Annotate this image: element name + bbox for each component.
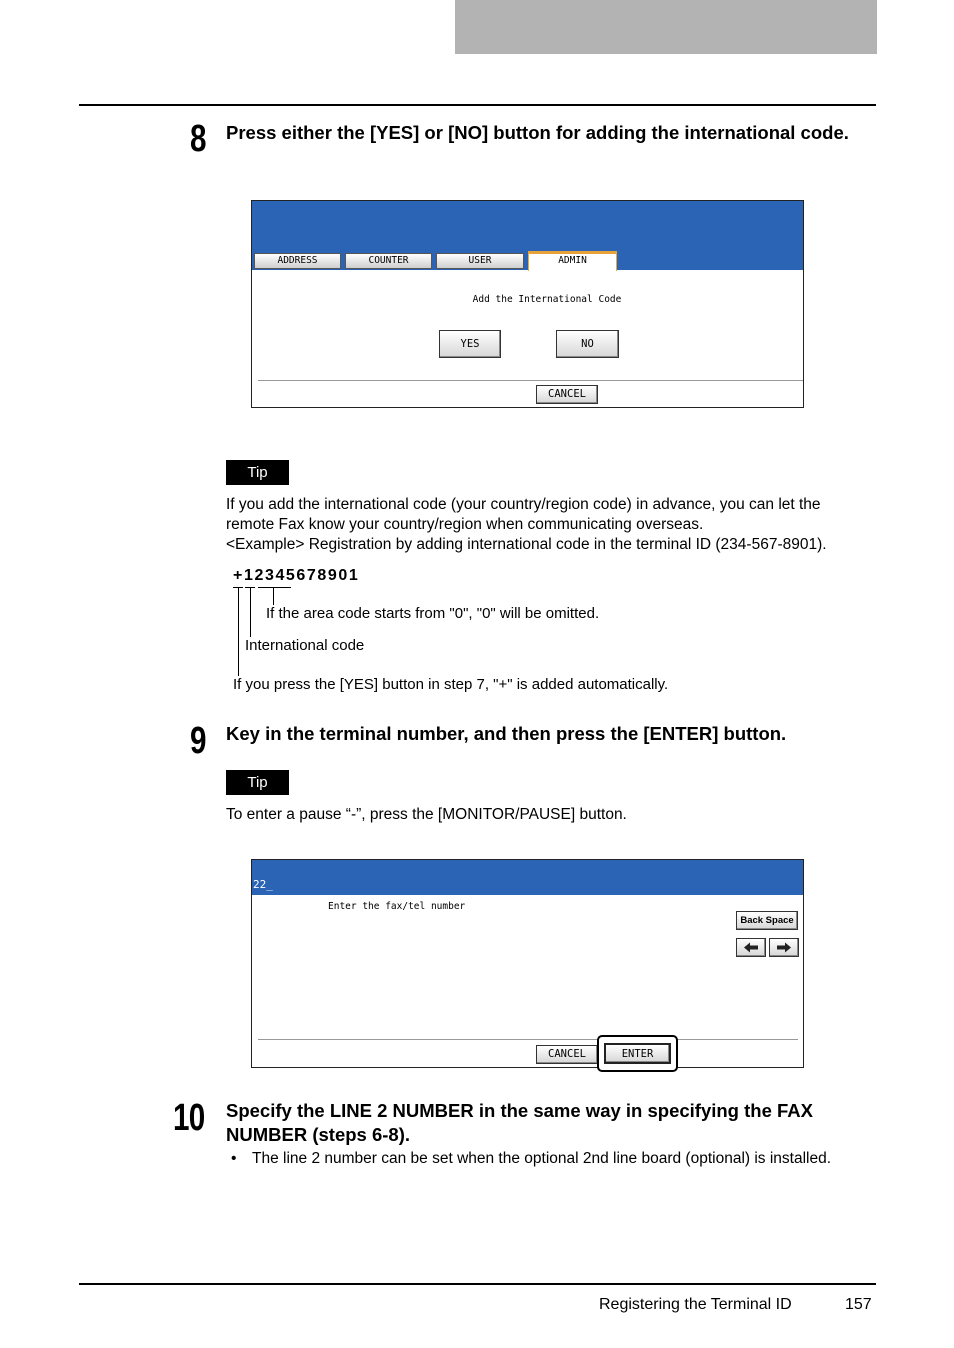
back-space-button[interactable]: Back Space (736, 911, 798, 930)
fax-number-panel (251, 859, 804, 1068)
note-international-code: International code (245, 637, 365, 654)
tip-text-line-2: remote Fax know your country/region when communicating overseas. (226, 516, 704, 533)
yes-button[interactable]: YES (439, 330, 501, 358)
tab-admin[interactable]: ADMIN (528, 251, 617, 271)
intl-code-message: Add the International Code (472, 294, 622, 305)
cancel-button-2[interactable]: CANCEL (536, 1045, 598, 1064)
right-arrow-icon (770, 939, 798, 956)
step-10-bullet: The line 2 number can be set when the optional 2nd line board (optional) is installed. (252, 1150, 832, 1167)
panel-2-divider (258, 1039, 798, 1040)
tab-user[interactable]: USER (436, 253, 524, 269)
left-arrow-icon (737, 939, 765, 956)
tip-badge: Tip (226, 460, 289, 485)
tip-2-text: To enter a pause “-”, press the [MONITOR/PAUSE] button. (226, 806, 627, 823)
header-bar (455, 0, 877, 54)
no-button[interactable]: NO (556, 330, 619, 358)
note-area-code: If the area code starts from "0", "0" will be omitted. (266, 605, 600, 622)
page-number: 157 (845, 1296, 872, 1313)
tip-text-line-1: If you add the international code (your country/region code) in advance, you can let the (226, 496, 821, 513)
step-8-number: 8 (190, 118, 206, 160)
example-terminal-id: +12345678901 (233, 567, 360, 584)
step-10-number: 10 (173, 1097, 205, 1139)
panel-divider (258, 380, 803, 381)
tab-counter[interactable]: COUNTER (345, 253, 432, 269)
bracket-area (258, 587, 291, 588)
enter-number-message: Enter the fax/tel number (328, 901, 466, 912)
step-10-text-line-2: NUMBER (steps 6-8). (226, 1124, 410, 1145)
left-arrow-button[interactable] (736, 938, 766, 957)
bullet-dot: • (231, 1150, 237, 1167)
tip-badge-2: Tip (226, 770, 289, 795)
step-9-text: Key in the terminal number, and then press the [ENTER] button. (226, 723, 787, 744)
line-area (273, 587, 274, 605)
international-code-panel (251, 200, 804, 408)
footer-title: Registering the Terminal ID (599, 1296, 792, 1313)
line-plus (238, 587, 239, 676)
footer-rule (79, 1283, 876, 1285)
enter-button[interactable]: ENTER (604, 1043, 671, 1064)
step-9-number: 9 (190, 720, 206, 762)
step-10-text-line-1: Specify the LINE 2 NUMBER in the same way in specifying the FAX (226, 1100, 813, 1121)
tip-text-line-3: <Example> Registration by adding international code in the terminal ID (234-567-8901). (226, 536, 827, 553)
number-entry-bar (252, 860, 803, 895)
note-plus-added: If you press the [YES] button in step 7, "+" is added automatically. (233, 676, 669, 693)
number-input-value[interactable]: 22_ (253, 878, 273, 891)
line-intl (250, 587, 251, 637)
step-8-text: Press either the [YES] or [NO] button for adding the international code. (226, 122, 849, 143)
top-rule (79, 104, 876, 106)
cancel-button[interactable]: CANCEL (536, 385, 598, 404)
tab-address[interactable]: ADDRESS (254, 253, 341, 269)
right-arrow-button[interactable] (769, 938, 799, 957)
